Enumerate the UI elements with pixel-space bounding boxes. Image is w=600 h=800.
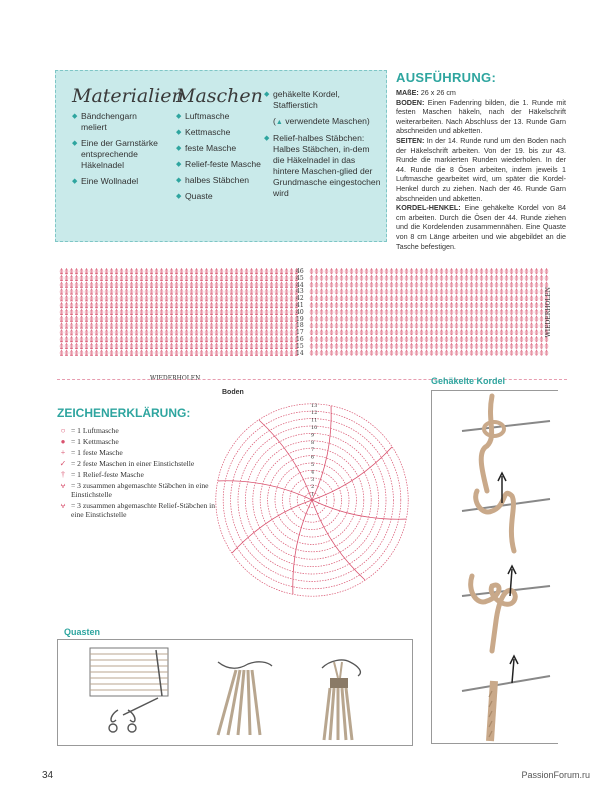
stitch-item: ◆ Kettmasche (176, 127, 263, 138)
kordel-illustration-box (431, 390, 558, 744)
legend-entry (57, 501, 217, 519)
increase-line (312, 500, 365, 580)
row-number: 40 (296, 308, 304, 316)
materials-box (55, 70, 387, 242)
increase-line (232, 500, 312, 553)
stitches-column (176, 85, 263, 207)
legend-text: = 3 zusammen abgemaschte Relief-Stäbchen in eine Einstichstelle (71, 501, 216, 519)
kordel-text: Eine gehäkelte Kordel von 84 cm arbeiten. Durch die Ösen der 44. Runde ziehen und die Kordelenden zusammennähen. Eine Quaste von 8 cm Länge arbeiten und wie abgebildet an die Tasche befestigen. (396, 203, 566, 251)
repeat-label-bottom: WIEDERHOLEN (150, 375, 201, 382)
materials-item: ◆ Bändchengarn meliert (72, 111, 159, 133)
row-number: 15 (296, 342, 304, 350)
relief-cluster-icon: ⩝ (60, 501, 66, 510)
legend-text: = 1 Luftmasche (71, 426, 119, 435)
kordel-title: Gehäkelte Kordel (431, 376, 506, 386)
tassel-step-2 (218, 662, 272, 735)
stitch-item: ◆ feste Masche (176, 143, 263, 154)
legend-entry (57, 448, 217, 457)
tassel-step-1 (90, 648, 168, 732)
materials-column (72, 85, 184, 192)
round-number: 8 (311, 439, 315, 446)
round-number: 9 (311, 432, 315, 439)
side-pattern-chart (57, 266, 569, 358)
kordel-step-2 (462, 473, 550, 551)
round-number: 3 (311, 476, 315, 483)
materials-item: ◆ Eine der Garnstärke entsprechende Häkelnadel (72, 138, 159, 171)
quasten-illustration-box (57, 639, 413, 746)
cluster-icon: ⩝ (60, 481, 66, 490)
legend-text: = 1 Kettmasche (71, 437, 119, 446)
legend-text: = 1 Relief-feste Masche (71, 470, 144, 479)
size-label: MAßE: (396, 88, 419, 97)
legend-entry (57, 459, 217, 468)
site-watermark: PassionForum.ru (521, 770, 590, 780)
stitch-item: ◆ Quaste (176, 191, 263, 202)
stitch-item: ◆ gehäkelte Kordel, Staffierstich (264, 89, 382, 111)
legend-text: = 1 feste Masche (71, 448, 123, 457)
round-number: 12 (311, 410, 318, 417)
boden-label: BODEN: (396, 97, 425, 107)
round-number: 4 (311, 469, 315, 476)
legend-entry (57, 470, 217, 479)
row-number: 44 (296, 281, 304, 289)
single-crochet-icon: + (60, 448, 66, 457)
legend-text: = 2 feste Maschen in einer Einstichstelle (71, 459, 195, 468)
stitch-item: ◆ halbes Stäbchen (176, 175, 263, 186)
triangle-icon: ▲ (275, 119, 283, 126)
round-number: 5 (311, 462, 315, 468)
round-number: 6 (311, 454, 315, 461)
stitch-item: ◆ Relief-halbes Stäbchen: Halbes Stäbchen, in-dem die Häkelnadel in das hintere Maschen-glied der Grundmasche eingestochen wird (264, 133, 382, 199)
legend-text: = 3 zusammen abgemaschte Stäbchen in eine Einstichstelle (71, 481, 209, 499)
kordel-step-1 (462, 396, 550, 491)
stitches-heading: Maschen (176, 85, 263, 107)
row-number: 19 (296, 315, 304, 323)
row-number: 43 (296, 288, 304, 296)
boden-label: Boden (222, 389, 244, 396)
row-number: 17 (296, 329, 304, 337)
stitch-item: ◆ Relief-feste Masche (176, 159, 263, 170)
row-number: 14 (296, 349, 304, 357)
seiten-label: SEITEN: (396, 135, 425, 145)
instructions-text (396, 88, 566, 251)
round-number: 13 (311, 402, 318, 409)
round-number: 7 (311, 447, 315, 454)
kordel-step-3 (462, 566, 550, 651)
seiten-text: In der 14. Runde rund um den Boden nach der Häkelschrift arbeiten. Von der 19. bis zur 43. Runde die markierten Runden wiederholen. In der 44. Runde die 8 Ösen arbeiten, indem jeweils 1 Luftmasche gearbeitet wird, um später die Kordel-Henkel durch zu ziehen. Nach der 46. Runde Garn abschneiden und abketten. (396, 135, 566, 203)
paren: ( (273, 116, 276, 126)
quasten-title: Quasten (64, 627, 101, 637)
chain-stitch-icon: ○ (60, 426, 66, 435)
boden-text: Einen Fadenring bilden, die 1. Runde mit festen Maschen häkeln, nach der Häkelschrift weiterarbeiten. Nach Abschluss der 13. Runde Garn abschneiden und abketten. (396, 97, 566, 136)
legend-entry (57, 426, 217, 435)
page-number: 34 (42, 770, 54, 781)
row-number: 18 (296, 322, 304, 330)
row-number: 41 (296, 302, 304, 309)
round-base-chart (212, 395, 422, 605)
relief-stitch-icon: † (61, 470, 65, 479)
materials-heading: Materialien (72, 85, 184, 107)
stitch-item-notes (264, 116, 382, 128)
repeat-label-right: WIEDERHOLEN (545, 287, 552, 338)
materials-item: ◆ Eine Wollnadel (72, 176, 159, 187)
stitch-item-text: verwendete Maschen) (285, 116, 370, 126)
kordel-steps-illustration (432, 391, 558, 743)
round-number: 10 (311, 425, 318, 431)
increase-icon: ✓ (59, 459, 67, 468)
symbol-legend (57, 406, 217, 521)
size-value: 26 x 26 cm (418, 88, 456, 97)
kordel-step-4 (462, 656, 550, 741)
instructions-title: AUSFÜHRUNG: (396, 70, 497, 85)
increase-line (218, 481, 315, 500)
pattern-grid (57, 266, 569, 358)
row-number: 42 (296, 295, 304, 303)
slip-stitch-icon: ● (60, 437, 66, 446)
instructions (396, 70, 566, 251)
legend-entry (57, 481, 217, 499)
stitch-item: ◆ Luftmasche (176, 111, 263, 122)
quasten-steps-illustration (58, 640, 412, 745)
row-number: 46 (296, 268, 304, 275)
round-number: 1 (311, 491, 315, 498)
round-number: 11 (311, 417, 318, 424)
row-number: 45 (296, 274, 304, 282)
stitches-column-2 (264, 89, 382, 204)
legend-entry (57, 437, 217, 446)
legend-title: ZEICHENERKLÄRUNG: (57, 406, 191, 420)
kordel-label: KORDEL-HENKEL: (396, 203, 461, 213)
tassel-step-3 (322, 660, 360, 740)
row-number: 16 (296, 336, 304, 343)
round-number: 2 (311, 484, 315, 491)
